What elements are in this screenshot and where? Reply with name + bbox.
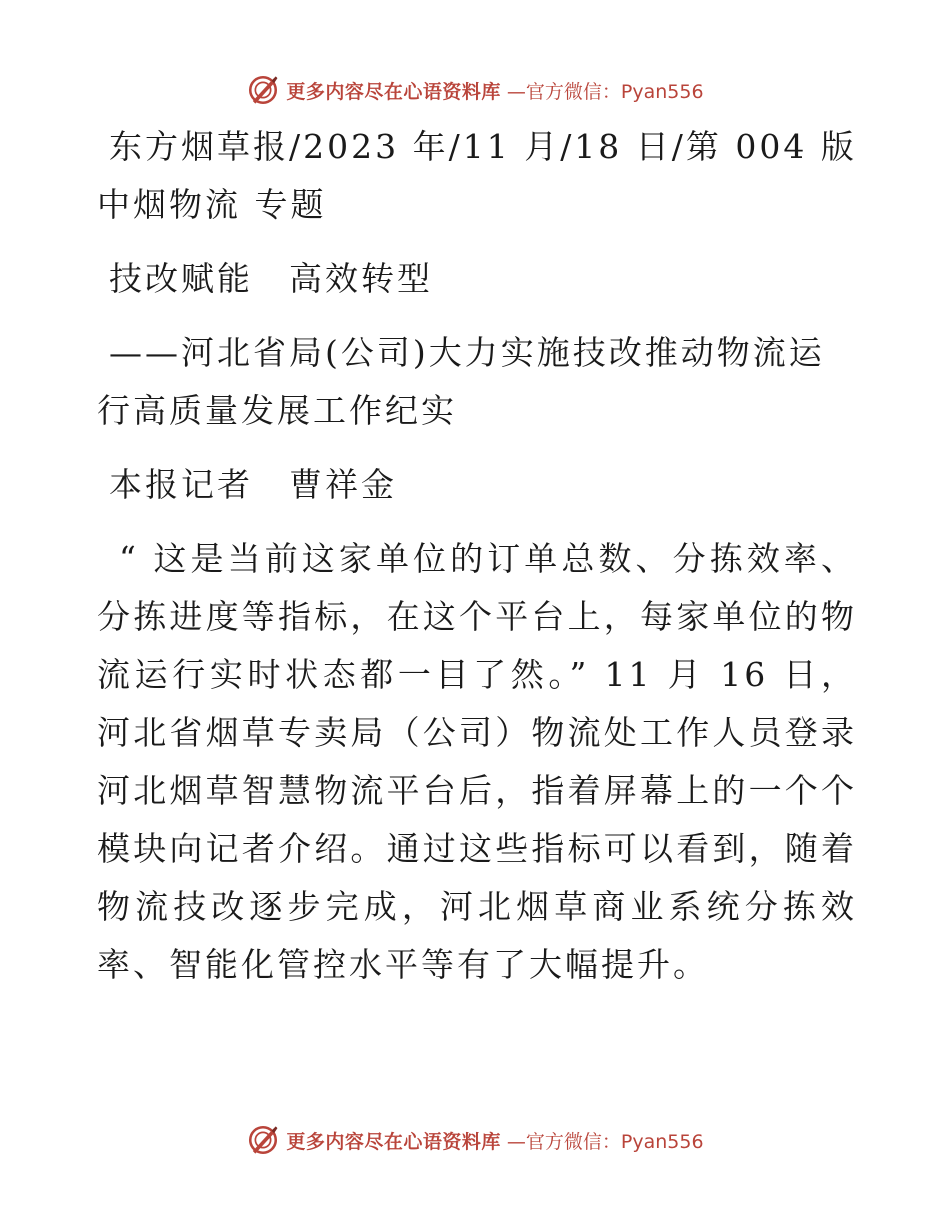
article-subtitle: ——河北省局(公司)大力实施技改推动物流运行高质量发展工作纪实 bbox=[97, 333, 825, 430]
pen-logo-icon bbox=[246, 1123, 280, 1157]
article-byline: 本报记者 曹祥金 bbox=[109, 465, 397, 504]
article-content bbox=[97, 118, 857, 994]
watermark-contact: —官方微信：Pyan556 bbox=[506, 80, 704, 103]
watermark-footer bbox=[0, 1120, 950, 1160]
pen-logo-icon bbox=[246, 73, 280, 107]
watermark-text: 更多内容尽在心语资料库 bbox=[286, 80, 501, 103]
article-body: “ 这是当前这家单位的订单总数、分拣效率、分拣进度等指标，在这个平台上，每家单位的物流运行实时状态都一目了然。” 11 月 16 日，河北省烟草专卖局（公司）物流处工作人员登录河北烟草智慧物流平台后，指着屏幕上的一个个模块向记者介绍。通过这些指标可以看到，随着物流技改逐步完成，河北烟草商业系统分拣效率、智能化管控水平等有了大幅提升。 bbox=[97, 539, 857, 984]
watermark-text: 更多内容尽在心语资料库 bbox=[286, 1130, 501, 1153]
watermark-contact: —官方微信：Pyan556 bbox=[506, 1130, 704, 1153]
watermark-header bbox=[0, 70, 950, 110]
source-line: 东方烟草报/2023 年/11 月/18 日/第 004 版中烟物流 专题 bbox=[97, 127, 857, 224]
article-title: 技改赋能 高效转型 bbox=[109, 259, 433, 298]
